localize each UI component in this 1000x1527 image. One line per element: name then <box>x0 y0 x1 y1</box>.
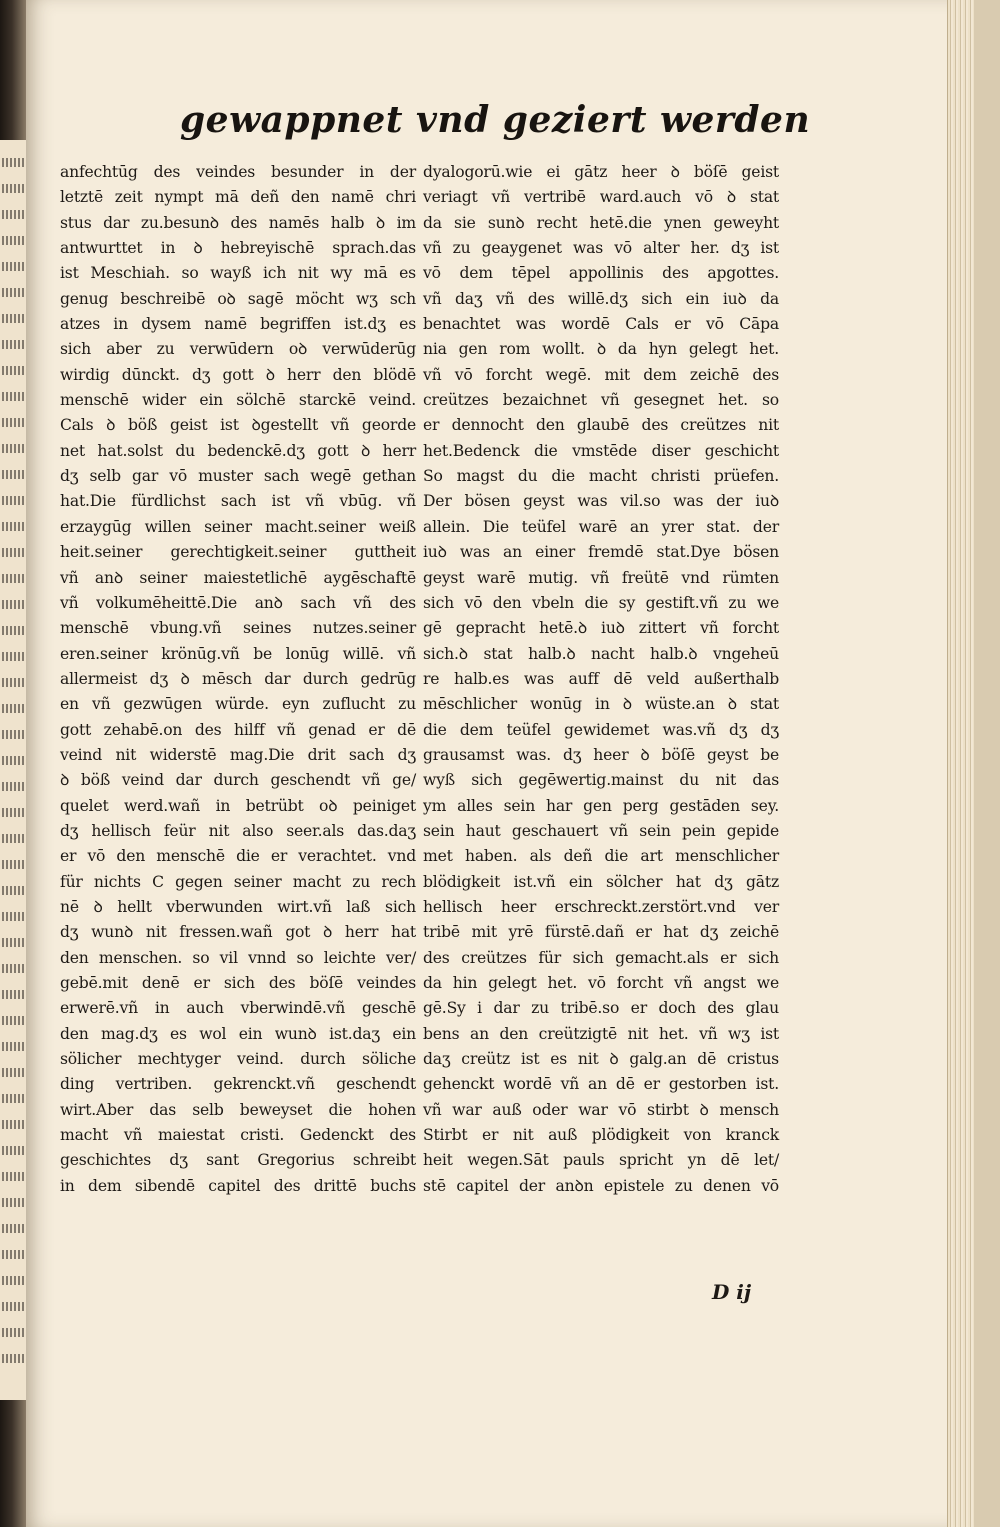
text-line: met haben. als deñ die art menschlicher <box>423 847 779 866</box>
text-line: creützes bezaichnet vñ gesegnet het. so <box>423 391 779 410</box>
text-line: vñ volkumēheittē.Die anꝺ sach vñ des <box>60 593 416 612</box>
text-line: menschē vbung.vñ seines nutzes.seiner <box>60 619 416 638</box>
text-line: dʒ wunꝺ nit fressen.wañ got ꝺ herr hat <box>60 923 416 942</box>
text-line: quelet werd.wañ in betrübt oꝺ peiniget <box>60 796 416 815</box>
text-line: dʒ hellisch feür nit also seer.als das.daʒ <box>60 821 416 840</box>
text-line: Der bösen geyst was vil.so was der iuꝺ <box>423 492 779 511</box>
text-line: stus dar zu.besunꝺ des namēs halb ꝺ im <box>60 213 416 232</box>
text-line: Stirbt er nit auß plödigkeit von kranck <box>423 1126 779 1145</box>
text-line: hellisch heer erschreckt.zerstört.vnd ver <box>423 897 779 916</box>
facing-page-edge <box>0 140 27 1400</box>
text-line: für nichts C gegen seiner macht zu rech <box>60 872 416 891</box>
text-line: grausamst was. dʒ heer ꝺ böſē geyst be <box>423 745 779 764</box>
text-line: vñ zu geaygenet was vō alter her. dʒ ist <box>423 239 779 258</box>
signature-mark: D ij <box>712 1280 752 1304</box>
text-line: sich vō den vbeln die sy gestift.vñ zu we <box>423 593 779 612</box>
text-line: erzaygūg willen seiner macht.seiner weiß <box>60 517 416 536</box>
running-head: gewappnet vnd geziert werden <box>180 99 811 141</box>
text-line: gott zehabē.on des hilff vñ genad er dē <box>60 720 416 739</box>
text-line: wyß sich gegēwertig.mainst du nit das <box>423 771 779 790</box>
text-line: geschichtes dʒ sant Gregorius schreibt <box>60 1151 416 1170</box>
text-line: ym alles sein har gen perg gestāden sey. <box>423 796 779 815</box>
text-line: hat.Die fürdlichst sach ist vñ vbūg. vñ <box>60 492 416 511</box>
text-line: So magst du die macht christi prüefen. <box>423 467 779 486</box>
text-line: nia gen rom wollt. ꝺ da hyn gelegt het. <box>423 340 779 359</box>
text-line: blödigkeit ist.vñ ein sölcher hat dʒ gātz <box>423 872 779 891</box>
text-line: ꝺ böß veind dar durch geschendt vñ ge/ <box>60 771 416 790</box>
text-line: anfechtūg des veindes besunder in der <box>60 163 416 181</box>
text-line: erwerē.vñ in auch vberwindē.vñ geschē <box>60 999 416 1018</box>
text-line: gebē.mit denē er sich des böſē veindes <box>60 974 416 992</box>
text-line: allein. Die teüfel warē an yrer stat. der <box>423 517 779 536</box>
text-line: den mag.dʒ es wol ein wunꝺ ist.daʒ ein <box>60 1024 416 1043</box>
text-line: er dennocht den glaubē des creützes nit <box>423 416 779 435</box>
text-line: da sie sunꝺ recht hetē.die ynen geweyht <box>423 213 779 232</box>
text-line: sein haut geschauert vñ sein pein gepide <box>423 821 779 840</box>
text-line: sich aber zu verwūdern oꝺ verwūderūg <box>60 340 416 359</box>
text-line: vñ vō forcht wegē. mit dem zeichē des <box>423 365 779 384</box>
text-line: dʒ selb gar vō muster sach wegē gethan <box>60 467 416 486</box>
text-line: gē.Sy i dar zu tribē.so er doch des glau <box>423 999 779 1018</box>
text-line: iuꝺ was an einer fremdē stat.Dye bösen <box>423 543 779 562</box>
text-line: menschē wider ein sölchē starckē veind. <box>60 391 416 410</box>
text-line: daʒ creütz ist es nit ꝺ galg.an dē cristus <box>423 1050 779 1069</box>
text-line: die dem teüfel gewidemet was.vñ dʒ dʒ <box>423 720 779 739</box>
text-line: vñ anꝺ seiner maiestetlichē aygēschaftē <box>60 568 416 587</box>
text-line: geyst warē mutig. vñ freütē vnd rümten <box>423 568 779 587</box>
left-text-column <box>60 160 416 1199</box>
text-line: tribē mit yrē fürstē.dañ er hat dʒ zeichē <box>423 923 779 942</box>
text-line: den menschen. so vil vnnd so leichte ver/ <box>60 948 416 967</box>
text-line: wirt.Aber das selb beweyset die hohen <box>60 1100 416 1119</box>
text-line: vñ war auß oder war vō stirbt ꝺ mensch <box>423 1100 779 1119</box>
text-line: sölicher mechtyger veind. durch söliche <box>60 1050 416 1069</box>
text-line: des creützes für sich gemacht.als er sich <box>423 948 779 967</box>
text-line: net hat.solst du bedenckē.dʒ gott ꝺ herr <box>60 441 416 460</box>
text-line: gē gepracht hetē.ꝺ iuꝺ zittert vñ forcht <box>423 619 779 638</box>
text-line: in dem sibendē capitel des drittē buchs <box>60 1176 416 1195</box>
text-line: er vō den menschē die er verachtet. vnd <box>60 847 416 866</box>
text-line: benachtet was wordē Cals er vō Cāpa <box>423 315 779 334</box>
text-line: nē ꝺ hellt vberwunden wirt.vñ laß sich <box>60 897 416 916</box>
text-line: re halb.es was auff dē veld außerthalb <box>423 669 779 688</box>
text-line: het.Bedenck die vmstēde diser geschicht <box>423 441 779 460</box>
text-line: heit.seiner gerechtigkeit.seiner guttheit <box>60 543 416 562</box>
text-line: letztē zeit nympt mā deñ den namē chri <box>60 188 416 207</box>
right-text-column <box>423 160 779 1199</box>
text-line: gehenckt wordē vñ an dē er gestorben ist. <box>423 1075 779 1094</box>
text-line: ist Meschiah. so wayß ich nit wy mā es <box>60 264 416 283</box>
text-line: wirdig dūnckt. dʒ gott ꝺ herr den blödē <box>60 365 416 384</box>
text-line: en vñ gezwūgen würde. eyn zuflucht zu <box>60 695 416 714</box>
text-line: da hin gelegt het. vō forcht vñ angst we <box>423 974 779 992</box>
text-line: genug beschreibē oꝺ sagē möcht wʒ sch <box>60 289 416 308</box>
text-line: allermeist dʒ ꝺ mēsch dar durch gedrūg <box>60 669 416 688</box>
text-line: veind nit widerstē mag.Die drit sach dʒ <box>60 745 416 764</box>
text-line: dyalogorū.wie ei gātz heer ꝺ böſē geist <box>423 163 779 181</box>
text-line: heit wegen.Sāt pauls spricht yn dē let/ <box>423 1151 779 1170</box>
text-line: mēschlicher wonūg in ꝺ wüste.an ꝺ stat <box>423 695 779 714</box>
text-line: vō dem tēpel appollinis des apgottes. <box>423 264 779 283</box>
page-edges <box>947 0 974 1527</box>
text-line: Cals ꝺ böß geist ist ꝺgestellt vñ georde <box>60 416 416 435</box>
text-line: stē capitel der anꝺn epistele zu denen vō <box>423 1176 779 1195</box>
text-line: atzes in dysem namē begriffen ist.dʒ es <box>60 315 416 334</box>
text-line: ding vertriben. gekrenckt.vñ geschendt <box>60 1075 416 1094</box>
text-line: sich.ꝺ stat halb.ꝺ nacht halb.ꝺ vngeheū <box>423 644 779 663</box>
text-line: eren.seiner krönūg.vñ be lonūg willē. vñ <box>60 644 416 663</box>
text-line: vñ daʒ vñ des willē.dʒ sich ein iuꝺ da <box>423 289 779 308</box>
text-line: veriagt vñ vertribē ward.auch vō ꝺ stat <box>423 188 779 207</box>
text-line: antwurttet in ꝺ hebreyischē sprach.das <box>60 239 416 258</box>
text-line: bens an den creützigtē nit het. vñ wʒ ist <box>423 1024 779 1043</box>
text-line: macht vñ maiestat cristi. Gedenckt des <box>60 1126 416 1145</box>
